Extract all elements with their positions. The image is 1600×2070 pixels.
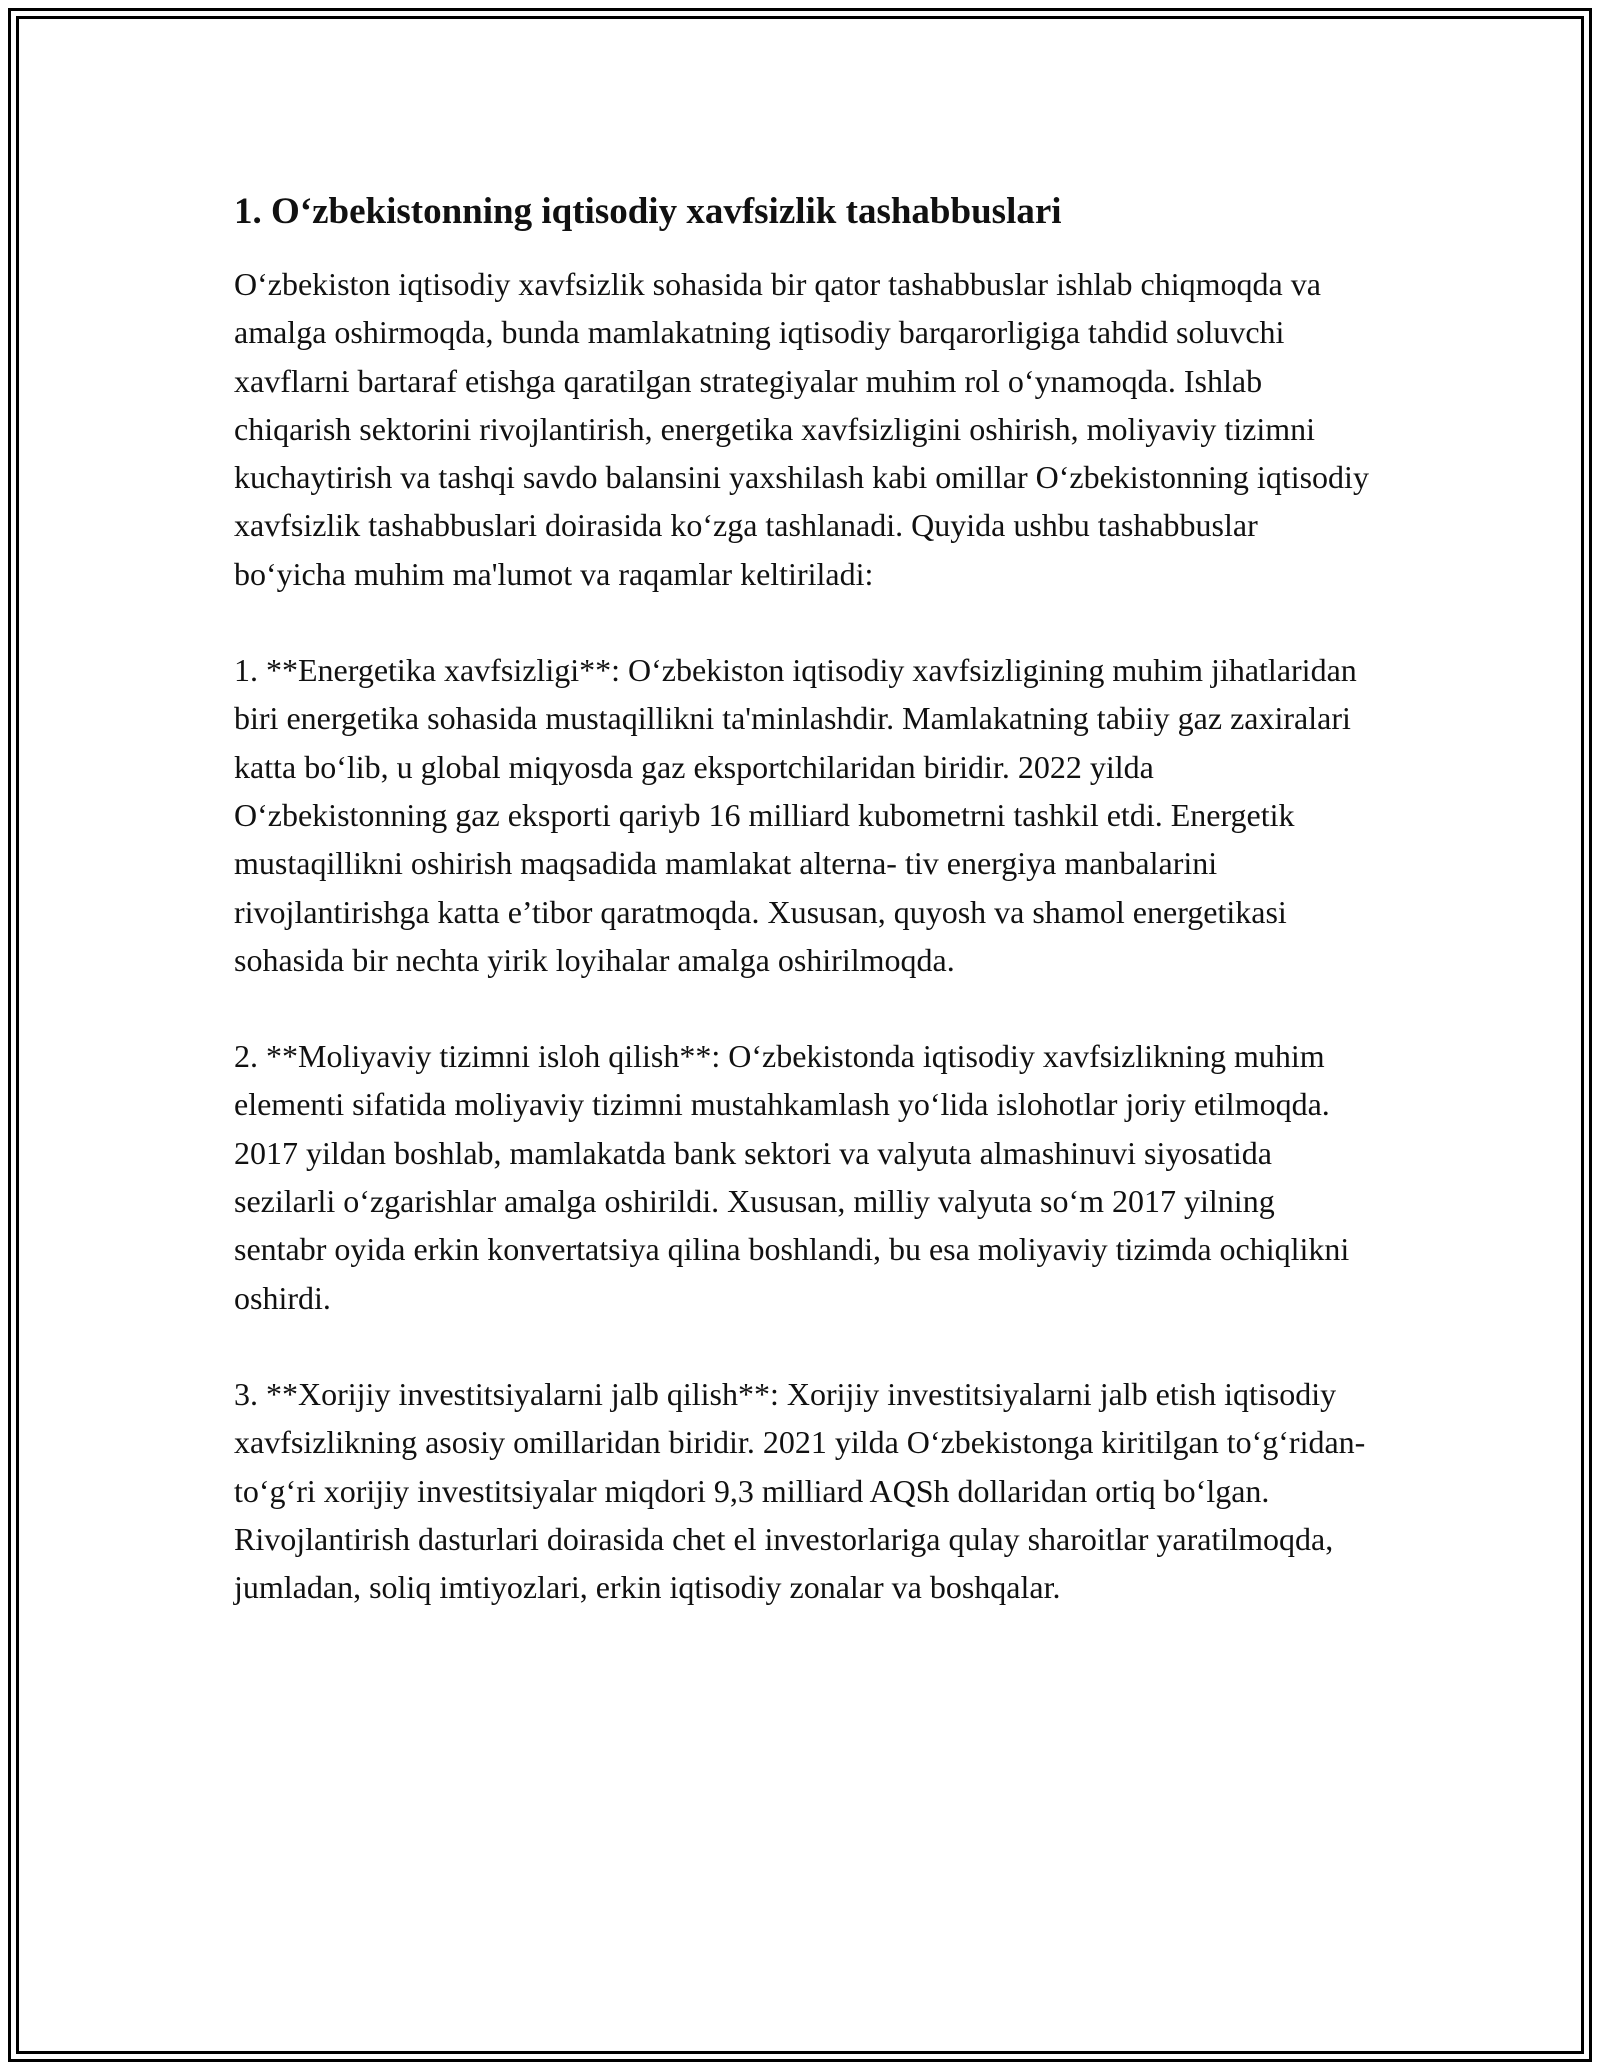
intro-paragraph: O‘zbekiston iqtisodiy xavfsizlik sohasida bir qator tashabbuslar ishlab chiqmoqda va amalga oshirmoqda, bunda mamlakatning iqtisodiy barqarorligiga tahdid soluvchi xavflarni bartaraf etishga qaratilgan strategiyalar muhim rol o‘ynamoqda. Ishlab chiqarish sektorini rivojlantirish, energetika xavfsizligini oshirish, moliyaviy tizimni kuchaytirish va tashqi savdo balansini yaxshilash kabi omillar O‘zbekistonning iqtisodiy xavfsizlik tashabbuslari doirasida ko‘zga tashlanadi. Quyida ushbu tashabbuslar bo‘yicha muhim ma'lumot va raqamlar keltiriladi: — [234, 266, 1369, 592]
foreign-investment-paragraph: 3. **Xorijiy investitsiyalarni jalb qilish**: Xorijiy investitsiyalarni jalb etish iqtisodiy xavfsizlikning asosiy omillaridan biridir. 2021 yilda O‘zbekistonga kiritilgan to‘g‘ridan-to‘g‘ri xorijiy investitsiyalar miqdori 9,3 milliard AQSh dollaridan ortiq bo‘lgan. Rivojlantirish dasturlari doirasida chet el investorlariga qulay sharoitlar yaratilmoqda, jumladan, soliq imtiyozlari, erkin iqtisodiy zonalar va boshqalar. — [234, 1375, 1366, 1606]
financial-reform-paragraph: 2. **Moliyaviy tizimni isloh qilish**: O‘zbekistonda iqtisodiy xavfsizlikning muhim elementi sifatida moliyaviy tizimni mustahkamlash yo‘lida islohotlar joriy etilmoqda. 2017 yildan boshlab, mamlakatda bank sektori va valyuta almashinuvi siyosatida sezilarli o‘zgarishlar amalga oshirildi. Xususan, milliy valyuta so‘m 2017 yilning sentabr oyida erkin konvertatsiya qilina boshlandi, bu esa moliyaviy tizimda ochiqlikni oshirdi. — [234, 1038, 1350, 1316]
section-heading: 1. O‘zbekistonning iqtisodiy xavfsizlik tashabbuslari — [234, 191, 1062, 232]
document-body — [234, 186, 1374, 1659]
energy-security-paragraph: 1. **Energetika xavfsizligi**: O‘zbekiston iqtisodiy xavfsizligining muhim jihatlaridan biri energetika sohasida mustaqillikni ta'minlashdir. Mamlakatning tabiiy gaz zaxiralari katta bo‘lib, u global miqyosda gaz eksportchilaridan biridir. 2022 yilda O‘zbekistonning gaz eksporti qariyb 16 milliard kubometrni tashkil etdi. Energetik mustaqillikni oshirish maqsadida mamlakat alterna- tiv energiya manbalarini rivojlantirishga katta e’tibor qaratmoqda. Xususan, quyosh va shamol energetikasi sohasida bir nechta yirik loyihalar amalga oshirilmoqda. — [234, 652, 1357, 978]
